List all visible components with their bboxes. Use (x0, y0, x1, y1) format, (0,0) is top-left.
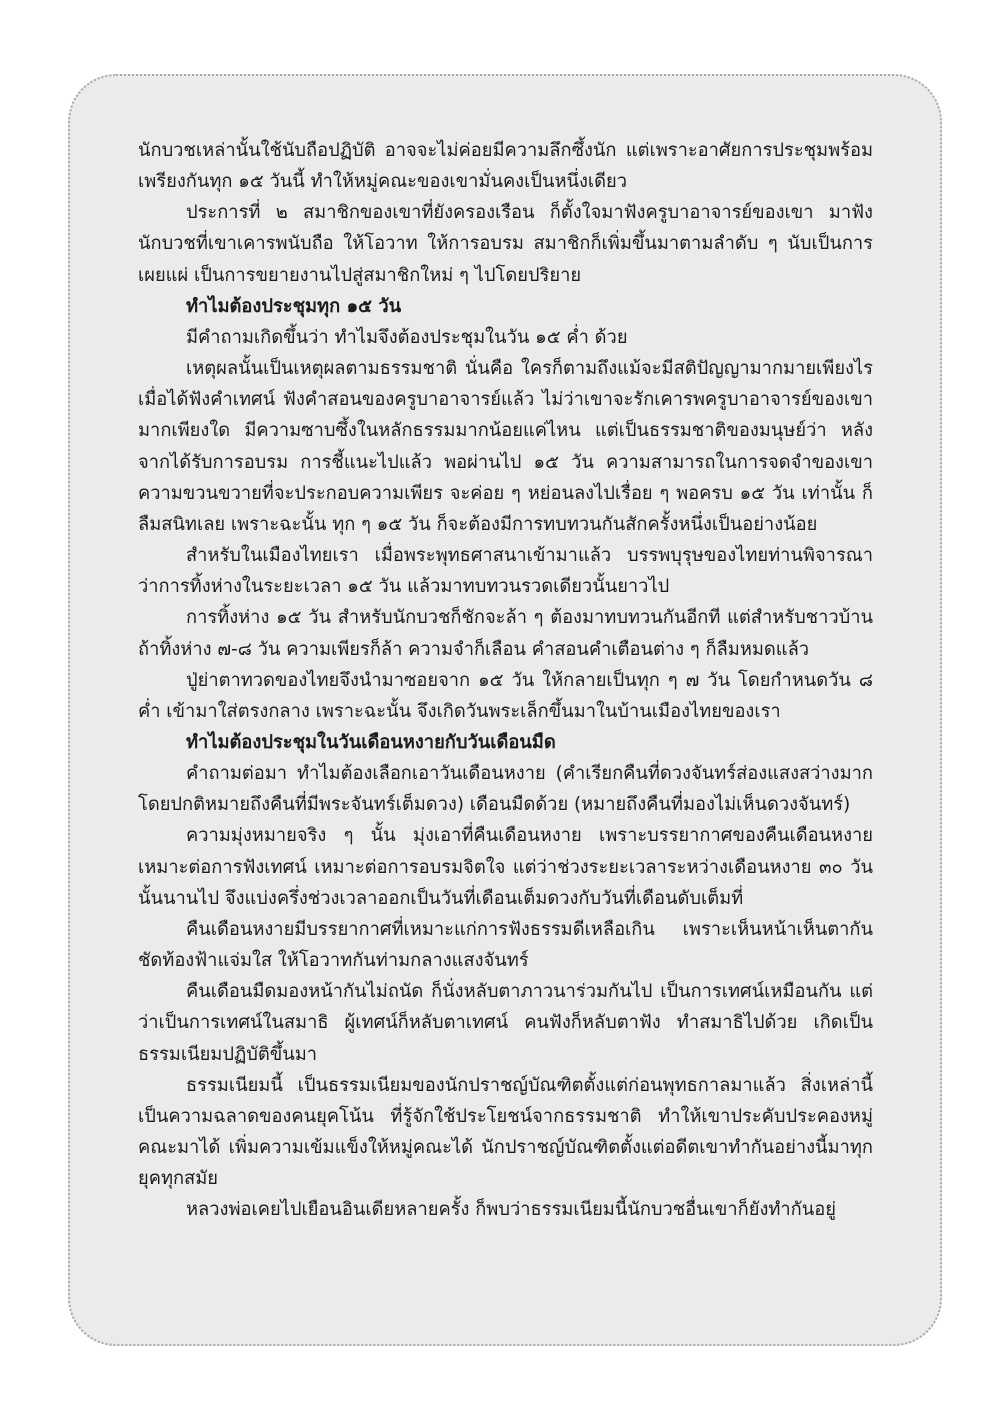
section-heading: ทำไมต้องประชุมทุก ๑๕ วัน (186, 295, 402, 317)
paragraph: สำหรับในเมืองไทยเรา เมื่อพระพุทธศาสนาเข้ามาแล้ว บรรพบุรุษของไทยท่านพิจารณาว่าการทิ้งห่างในระยะเวลา ๑๕ วัน แล้วมาทบทวนรวดเดียวนั้นยาวไป (138, 545, 873, 598)
paragraph: ธรรมเนียมนี้ เป็นธรรมเนียมของนักปราชญ์บัณฑิตตั้งแต่ก่อนพุทธกาลมาแล้ว สิ่งเหล่านี้เป็นความฉลาดของคนยุคโน้น ที่รู้จักใช้ประโยชน์จากธรรมชาติ ทำให้เขาประคับประคองหมู่คณะมาได้ เพิ่มความเข้มแข็งให้หมู่คณะได้ นักปราชญ์บัณฑิตตั้งแต่อดีตเขาทำกันอย่างนี้มาทุกยุคทุกสมัย (138, 1074, 873, 1190)
paragraph: นักบวชเหล่านั้นใช้นับถือปฏิบัติ อาจจะไม่ค่อยมีความลึกซึ้งนัก แต่เพราะอาศัยการประชุมพร้อมเพรียงกันทุก ๑๕ วันนี้ ทำให้หมู่คณะของเขามั่นคงเป็นหนึ่งเดียว (138, 140, 873, 193)
paragraph: หลวงพ่อเคยไปเยือนอินเดียหลายครั้ง ก็พบว่าธรรมเนียมนี้นักบวชอื่นเขาก็ยังทำกันอยู่ (186, 1199, 836, 1221)
paragraph: มีคำถามเกิดขึ้นว่า ทำไมจึงต้องประชุมในวัน ๑๕ ค่ำ ด้วย (186, 326, 628, 348)
paragraph: เหตุผลนั้นเป็นเหตุผลตามธรรมชาติ นั่นคือ ใครก็ตามถึงแม้จะมีสติปัญญามากมายเพียงไรเมื่อได้ฟังคำเทศน์ ฟังคำสอนของครูบาอาจารย์แล้ว ไม่ว่าเขาจะรักเคารพครูบาอาจารย์ของเขามากเพียงใด มีความซาบซึ้งในหลักธรรมมากน้อยแค่ไหน แต่เป็นธรรมชาติของมนุษย์ว่า หลังจากได้รับการอบรม การชี้แนะไปแล้ว พอผ่านไป ๑๕ วัน ความสามารถในการจดจำของเขา ความขวนขวายที่จะประกอบความเพียร จะค่อย ๆ หย่อนลงไปเรื่อย ๆ พอครบ ๑๕ วัน เท่านั้น ก็ลืมสนิทเลย เพราะฉะนั้น ทุก ๆ ๑๕ วัน ก็จะต้องมีการทบทวนกันสักครั้งหนึ่งเป็นอย่างน้อย (138, 358, 873, 535)
section-heading: ทำไมต้องประชุมในวันเดือนหงายกับวันเดือนมืด (186, 731, 556, 753)
paragraph: ความมุ่งหมายจริง ๆ นั้น มุ่งเอาที่คืนเดือนหงาย เพราะบรรยากาศของคืนเดือนหงายเหมาะต่อการฟังเทศน์ เหมาะต่อการอบรมจิตใจ แต่ว่าช่วงระยะเวลาระหว่างเดือนหงาย ๓๐ วันนั้นนานไป จึงแบ่งครึ่งช่วงเวลาออกเป็นวันที่เดือนเต็มดวงกับวันที่เดือนดับเต็มที่ (138, 825, 873, 909)
document-body (138, 135, 873, 1225)
paragraph: คำถามต่อมา ทำไมต้องเลือกเอาวันเดือนหงาย (คำเรียกคืนที่ดวงจันทร์ส่องแสงสว่างมากโดยปกติหมายถึงคืนที่มีพระจันทร์เต็มดวง) เดือนมืดด้วย (หมายถึงคืนที่มองไม่เห็นดวงจันทร์) (138, 763, 873, 816)
paragraph: ปู่ย่าตาทวดของไทยจึงนำมาซอยจาก ๑๕ วัน ให้กลายเป็นทุก ๆ ๗ วัน โดยกำหนดวัน ๘ ค่ำ เข้ามาใส่ตรงกลาง เพราะฉะนั้น จึงเกิดวันพระเล็กขึ้นมาในบ้านเมืองไทยของเรา (138, 669, 873, 722)
paragraph: คืนเดือนมืดมองหน้ากันไม่ถนัด ก็นั่งหลับตาภาวนาร่วมกันไป เป็นการเทศน์เหมือนกัน แต่ว่าเป็นการเทศน์ในสมาธิ ผู้เทศน์ก็หลับตาเทศน์ คนฟังก็หลับตาฟัง ทำสมาธิไปด้วย เกิดเป็นธรรมเนียมปฏิบัติขึ้นมา (138, 981, 873, 1065)
paragraph: คืนเดือนหงายมีบรรยากาศที่เหมาะแก่การฟังธรรมดีเหลือเกิน เพราะเห็นหน้าเห็นตากันชัดท้องฟ้าแจ่มใส ให้โอวาทกันท่ามกลางแสงจันทร์ (138, 918, 873, 972)
paragraph: การทิ้งห่าง ๑๕ วัน สำหรับนักบวชก็ชักจะล้า ๆ ต้องมาทบทวนกันอีกที แต่สำหรับชาวบ้านถ้าทิ้งห่าง ๗-๘ วัน ความเพียรก็ล้า ความจำก็เลือน คำสอนคำเตือนต่าง ๆ ก็ลืมหมดแล้ว (138, 607, 873, 660)
paragraph: ประการที่ ๒ สมาชิกของเขาที่ยังครองเรือน ก็ตั้งใจมาฟังครูบาอาจารย์ของเขา มาฟังนักบวชที่เขาเคารพนับถือ ให้โอวาท ให้การอบรม สมาชิกก็เพิ่มขึ้นมาตามลำดับ ๆ นับเป็นการเผยแผ่ เป็นการขยายงานไปสู่สมาชิกใหม่ ๆ ไปโดยปริยาย (138, 202, 873, 286)
